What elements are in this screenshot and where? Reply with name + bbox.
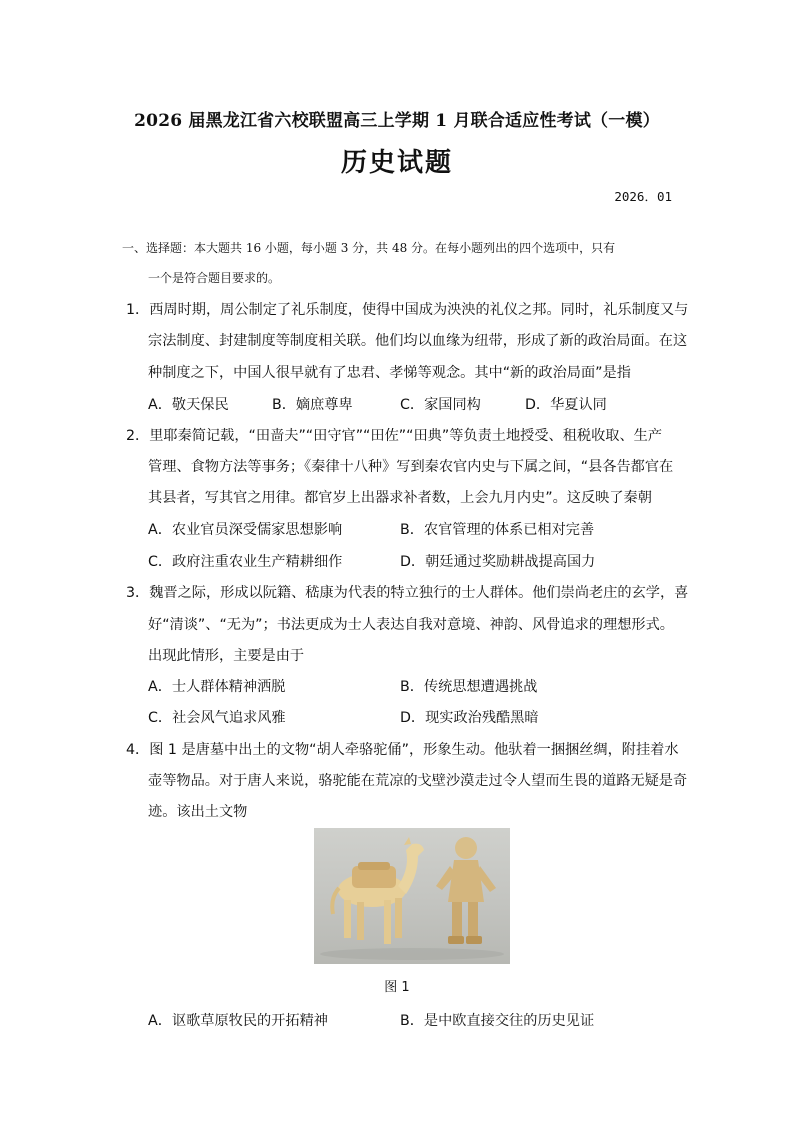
q2-option-b[interactable]: B．农官管理的体系已相对完善 — [400, 522, 595, 538]
q4-line3: 迹。该出土文物 — [148, 804, 248, 820]
camel-and-groom-figurine-image — [314, 828, 510, 964]
section-instruction-line2: 一个是符合题目要求的。 — [148, 271, 281, 285]
q1-option-d[interactable]: D．华夏认同 — [525, 397, 607, 413]
q3-option-c[interactable]: C．社会风气追求风雅 — [148, 710, 286, 726]
camel-figurine-photo — [314, 828, 510, 964]
q4-line1: 4．图 1 是唐墓中出土的文物“胡人牵骆驼俑”，形象生动。他驮着一捆捆丝绸，附挂着水 — [126, 742, 679, 758]
q4-option-b[interactable]: B．是中欧直接交往的历史见证 — [400, 1013, 595, 1029]
q2-option-d[interactable]: D．朝廷通过奖励耕战提高国力 — [400, 554, 596, 570]
q1-option-b[interactable]: B．嫡庶尊卑 — [272, 397, 353, 413]
q3-line3: 出现此情形，主要是由于 — [148, 648, 305, 664]
q3-line2: 好“清谈”、“无为”；书法更成为士人表达自我对意境、神韵、风骨追求的理想形式。 — [148, 617, 674, 633]
q2-line3: 其县者，写其官之用律。都官岁上出器求补者数，上会九月内史”。这反映了秦朝 — [148, 490, 652, 506]
q3-option-a[interactable]: A．士人群体精神洒脱 — [148, 679, 286, 695]
q4-line2: 壶等物品。对于唐人来说，骆驼能在荒凉的戈壁沙漠走过令人望而生畏的道路无疑是奇 — [148, 773, 688, 789]
q1-option-c[interactable]: C．家国同构 — [400, 397, 481, 413]
q1-line2: 宗法制度、封建制度等制度相关联。他们均以血缘为纽带，形成了新的政治局面。在这 — [148, 333, 688, 349]
q3-line1: 3．魏晋之际，形成以阮籍、嵇康为代表的特立独行的士人群体。他们崇尚老庄的玄学，喜 — [126, 585, 689, 601]
q1-option-a[interactable]: A．敬天保民 — [148, 397, 229, 413]
q2-option-a[interactable]: A．农业官员深受儒家思想影响 — [148, 522, 343, 538]
q3-option-d[interactable]: D．现实政治残酷黑暗 — [400, 710, 539, 726]
figure-caption: 图 1 — [384, 980, 410, 995]
q3-option-b[interactable]: B．传统思想遭遇挑战 — [400, 679, 538, 695]
exam-title: 2026 届黑龙江省六校联盟高三上学期 1 月联合适应性考试（一模） — [134, 111, 660, 131]
q2-option-c[interactable]: C．政府注重农业生产精耕细作 — [148, 554, 343, 570]
q2-line1: 2．里耶秦简记载，“田啬夫”“田守官”“田佐”“田典”等负责土地授受、租税收取、生产 — [126, 428, 663, 444]
q1-line1: 1．西周时期，周公制定了礼乐制度，使得中国成为泱泱的礼仪之邦。同时，礼乐制度又与 — [126, 302, 689, 318]
q2-line2: 管理、食物方法等事务；《秦律十八种》写到秦农官内史与下属之间，“县各告都官在 — [148, 459, 674, 475]
section-instruction-line1: 一、选择题：本大题共 16 小题，每小题 3 分，共 48 分。在每小题列出的四个选项中，只有 — [122, 241, 616, 255]
q1-line3: 种制度之下，中国人很早就有了忠君、孝悌等观念。其中“新的政治局面”是指 — [148, 365, 631, 381]
exam-date: 2026．01 — [614, 189, 672, 204]
subject-title: 历史试题 — [340, 148, 453, 178]
q4-option-a[interactable]: A．讴歌草原牧民的开拓精神 — [148, 1013, 328, 1029]
